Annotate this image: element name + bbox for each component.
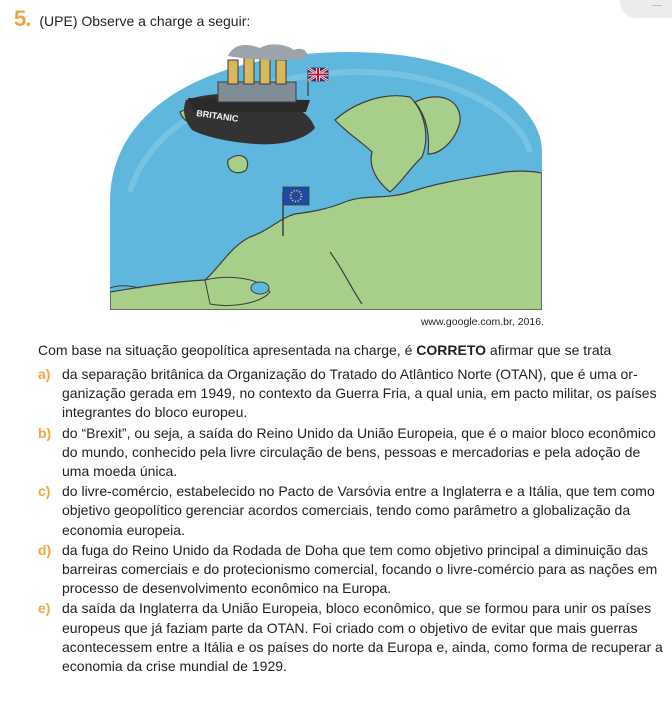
page-corner-tab xyxy=(620,0,672,18)
option-line: da separação britânica da Organização do Tratado do Atlântico Norte (OTAN), que é uma or- xyxy=(62,366,638,382)
option-letter: c) xyxy=(38,483,51,500)
ship-label: BRITANIC xyxy=(195,108,240,124)
option-line: uma moeda única. xyxy=(62,463,178,480)
option-d[interactable] xyxy=(38,541,670,599)
option-line: processo de desenvolvimento econômico na Europa. xyxy=(62,580,392,597)
option-text xyxy=(62,424,670,482)
option-line: ganização gerada em 1949, no contexto da Guerra Fria, a qual unia, em pacto militar, os países xyxy=(62,385,657,402)
option-line: da saída da Inglaterra da União Europeia, bloco econômico, que se formou para unir os países xyxy=(62,600,652,617)
cartoon-image xyxy=(110,42,542,310)
option-letter: e) xyxy=(38,600,51,617)
answer-options xyxy=(38,365,670,677)
option-letter: a) xyxy=(38,366,51,382)
option-a[interactable] xyxy=(38,365,670,423)
question-number: 5 xyxy=(14,6,26,31)
option-text xyxy=(62,482,670,540)
option-line: integrantes do bloco europeu. xyxy=(62,404,248,421)
option-line: barreiras comerciais e do protecionismo comercial, focando o livre-comércio para as nações em xyxy=(62,561,658,578)
option-line: do “Brexit”, ou seja, a saída do Reino Unido da União Europeia, que é o maior bloco econômico xyxy=(62,424,656,441)
option-text xyxy=(62,541,670,599)
option-c[interactable] xyxy=(38,482,670,540)
option-line: do mundo, conhecido pela livre circulação de bens, pessoas e mercadorias e pela adoção de xyxy=(62,443,641,460)
option-line: do livre-comércio, estabelecido no Pacto de Varsóvia entre a Inglaterra e a Itália, que tem como xyxy=(62,483,655,500)
question-header xyxy=(14,6,250,32)
stem-emphasis: CORRETO xyxy=(416,342,487,358)
option-line: acontecessem entre a Itália e os países do norte da Europa e, ainda, como forma de recuperar a xyxy=(62,638,663,655)
image-credit: www.google.com.br, 2016. xyxy=(420,316,544,328)
option-line: economia da crise mundial de 1929. xyxy=(62,658,287,675)
option-line: economia europeia. xyxy=(62,521,185,538)
stem-before: Com base na situação geopolítica apresentada na charge, é xyxy=(38,342,417,358)
option-text xyxy=(62,365,670,423)
question-stem xyxy=(38,342,611,358)
option-letter: d) xyxy=(38,541,52,558)
option-e[interactable] xyxy=(38,599,670,676)
option-line: europeus que já faziam parte da OTAN. Foi criado com o objetivo de evitar que mais guerras xyxy=(62,619,638,636)
question-prompt: (UPE) Observe a charge a seguir: xyxy=(39,13,251,29)
question-number-dot: . xyxy=(25,6,32,31)
option-line: objetivo geopolítico gerenciar acordos comerciais, tendo como parâmetro a globalização da xyxy=(62,502,631,519)
stem-after: afirmar que se trata xyxy=(486,342,612,358)
option-line: da fuga do Reino Unido da Rodada de Doha que tem como objetivo principal a diminuição das xyxy=(62,541,649,558)
option-letter: b) xyxy=(38,424,52,441)
option-text xyxy=(62,599,670,676)
option-b[interactable] xyxy=(38,424,670,482)
